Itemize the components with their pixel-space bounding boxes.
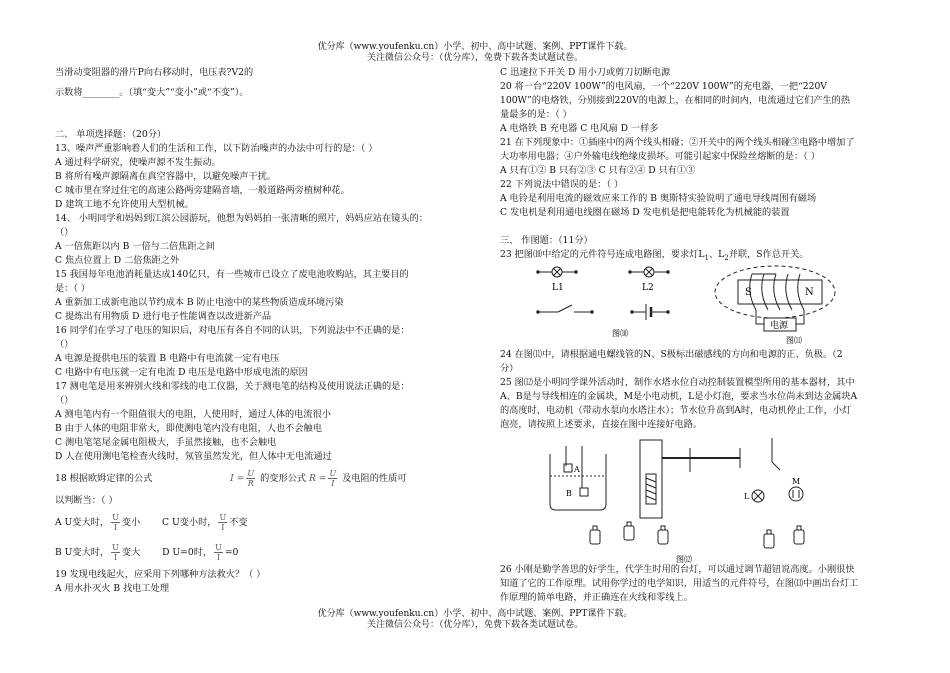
question-13: 13、噪声严重影响着人们的生活和工作，以下防治噪声的办法中可行的是：（ ） [55,143,378,154]
option: A 通过科学研究，使噪声源不发生振动。 [55,157,221,168]
option: A 只有①② B 只有②③ C 只有②④ D 只有①③ [500,165,696,176]
q18-text: 18 根据欧姆定律的公式 [55,473,153,484]
label-b: B [566,489,572,498]
right-column-lower [500,348,900,432]
q23-text: 、L [708,249,725,260]
numerator: U [219,513,227,522]
paren: 以判断当：（ ） [55,495,118,506]
option: C U变小时， [162,517,217,528]
option: C 城市里在穿过住宅的高速公路两旁建隔音墙，一般道路两旁植树种花。 [55,185,350,196]
footer-line-2: 关注微信公众号：（优分库），免费下载各类试题试卷。 [366,620,583,630]
fraction [328,469,337,488]
question-25-cont: 泡亮，请按照上述要求，直接在图中连接好电路。 [500,419,703,430]
option: A 电源是提供电压的装置 B 电路中有电流就一定有电压 [55,353,280,364]
fraction [111,513,120,532]
option: B U变大时， [55,547,110,558]
option: A 电烙铁 B 充电器 C 电风扇 D 一样多 [500,123,659,134]
paren: （） [55,339,74,350]
left-column [55,66,460,596]
text-line: 示数将________。（填“变大”“变小”或“不变”）。 [55,87,249,98]
lamp-l2 [629,267,669,277]
question-15: 15 我国每年电池消耗量达成140亿只，有一些城市已设立了废电池收购站，其主要目的 [55,269,409,280]
battery-cells [590,522,804,548]
pole-n: N [805,287,814,298]
formula-lhs: I = [230,473,245,484]
switch-symbol [537,305,593,313]
right-column-bottom [500,563,900,605]
question-17: 17 测电笔是用来辨别火线和零线的电工仪器，关于测电笔的结构及使用说法正确的是： [55,381,410,392]
fig12-caption: 图⑿ [676,555,692,564]
question-20-cont: 100W”的电烙铁，分别接到220V的电源上，在相同的时间内，电流通过它们产生的热 [500,95,851,106]
question-14: 14、 小明同学和妈妈到江滨公园游玩，他想为妈妈拍一张清晰的照片，妈妈应站在镜头的： [55,213,428,224]
option: A U变大时， [55,517,110,528]
option: B 由于人体的电阻非常大，即使测电笔内没有电阻，人也不会触电 [55,423,322,434]
option: D U=0时， [162,547,213,558]
question-20: 20 将一台“220V 100W”的电风扇，一个“220V 100W”的充电器，一把“220V [500,81,827,92]
subscript: 1 [704,253,709,262]
motor-m [789,487,803,501]
label-a: A [574,465,580,474]
text-line: 当滑动变阻器的滑片P向右移动时，电压表?V2的 [55,67,254,78]
question-18 [55,464,460,494]
numerator: U [112,513,119,522]
metal-block-b [580,488,588,496]
question-26-cont: 知道了它的工作原理。试用你学过的电学知识，用适当的元件符号，在图⒀中画出台灯工 [500,578,859,589]
fraction [214,543,223,562]
metal-block-a [564,464,572,472]
section-heading: 三、 作图题：（11分） [500,235,593,246]
option: A 用水扑灭火 B 找电工处理 [55,583,170,594]
question-26: 26 小刚是勤学善思的好学生，代学生时用的台灯，可以通过调节超钮说高度。小刚很快 [500,564,855,575]
denominator: R [247,479,254,488]
q18-end: 及电阻的性质可 [342,473,407,484]
option: C 测电笔笔尾金属电阻极大，手虽然接触，也不会触电 [55,437,277,448]
lamp-l1 [537,267,577,277]
numerator: U [215,543,222,552]
option: B 将所有噪声源隔离在真空容器中，以避免噪声干扰。 [55,171,276,182]
option: A 重新加工成新电池以节约成本 B 防止电池中的某些物质造成环境污染 [55,297,344,308]
question-25: 25 图⑿是小明同学课外活动时，制作水塔水位自动控制装置模型所用的基本器材，其中 [500,377,855,388]
numerator: U [247,469,255,478]
figure-10-11 [520,262,850,344]
formula-r [308,469,339,488]
header-line-2: 关注微信公众号：（优分库），免费下载各类试题试卷。 [366,53,583,63]
option: C 电路中有电压就一定有电流 D 电压是电路中形成电流的原因 [55,367,308,378]
fig10-caption: 图⑽ [612,329,628,338]
question-22: 22 下列说法中错误的是：（ ） [500,179,624,190]
denominator: I [221,523,225,532]
question-25-cont: 的高度时，电动机（带动水泵向水塔注水）；节水位升高到A时，电动机停止工作，小灯 [500,405,852,416]
option-tail: 不变 [229,517,248,528]
denominator: I [216,553,221,562]
subscript: 2 [724,253,729,262]
paren: 是：（ ） [55,283,91,294]
beaker [550,454,606,510]
fig11-caption: 图⑾ [786,336,802,344]
right-column [500,66,900,262]
numerator: U [329,469,337,478]
water-tower-figure [540,434,840,564]
option: A 一倍焦距以内 B 一倍与二倍焦距之间 [55,241,215,252]
fraction [111,543,120,562]
option-row [55,508,460,538]
figure-12 [540,434,840,564]
option: A 测电笔内有一个阻值很大的电阻，人使用时，通过人体的电流很小 [55,409,331,420]
question-20-cont: 量最多的是：（ ） [500,109,572,120]
denominator: I [331,479,335,488]
label-l2: L2 [642,283,654,293]
question-25-cont: A、B是与导线相连的金属块，M是小电动机，L是小灯泡，要求当水位尚未到达金属块A [500,391,858,402]
question-16: 16 同学们在学习了电压的知识后，对电压有各自不同的认识，下列说法中不正确的是： [55,325,410,336]
battery-symbol [631,304,669,320]
question-23 [500,248,900,262]
question-21-cont: 大功率用电器；④户外输电线绝缘皮损坏。可能引起家中保险丝熔断的是：（ ） [500,151,820,162]
option-tail: 变小 [121,517,141,528]
fraction [246,469,255,488]
option-tail: =0 [224,547,239,558]
formula-lhs: R = [308,473,327,484]
formula-i [230,469,257,488]
question-24: 24 在图⑾中，请根据通电螺线管的N、S极标出磁感线的方向和电源的正、负极。（2 [500,349,843,360]
option-tail: 变大 [121,547,141,558]
pole-s: S [745,287,752,298]
option: D 建筑工地不允许使用大型机械。 [55,199,194,210]
power-label: 电源 [770,321,789,331]
label-l1: L1 [552,283,564,293]
label-m: M [792,477,801,486]
option: C 发电机是利用通电线圈在磁场 D 发电机是把电能转化为机械能的装置 [500,207,790,218]
footer-line-1: 优分库（www.youfenku.cn）小学、初中、高中试题、案例、PPT课件下载。 [317,609,633,619]
option: D 人在使用测电笔检查火线时，氖管虽然发光，但人体中无电流通过 [55,451,332,462]
circuit-figure [520,262,850,344]
paren: （） [55,395,74,406]
q23-text: 23 把图⑽中给定的元件符号连成电路图，要求灯L [500,249,705,260]
numerator: U [112,543,119,552]
question-24-cont: 分） [500,363,519,374]
relay-frame [640,440,662,518]
option: C 迅速拉下开关 D 用小刀或剪刀切断电源 [500,67,671,78]
option: A 电铃是利用电流的磁效应来工作的 B 奥斯特实验说明了通电导线周围有磁场 [500,193,817,204]
q18-mid: 的变形公式 [260,473,307,484]
paren: （） [55,227,74,238]
q23-text: 并联，S作总开关。 [728,249,809,260]
option: C 提炼出有用物质 D 进行电子性能调查以改进新产品 [55,311,272,322]
option-row [55,538,460,568]
contact-lower [772,462,780,470]
denominator: I [113,523,118,532]
denominator: I [113,553,118,562]
question-26-cont: 作原理的简单电路，并正确连在火线和零线上。 [500,592,693,603]
label-l: L [744,492,750,501]
question-19: 19 发现电线起火，应采用下列哪种方法救火？（ ） [55,569,266,580]
question-21: 21 在下列现象中：①插座中的两个线头相碰；②开关中的两个线头相碰③电路中增加了 [500,137,855,148]
section-heading: 二、 单项选择题：（20分） [55,129,167,140]
header-line-1: 优分库（www.youfenku.cn）小学、初中、高中试题、案例、PPT课件下载。 [317,42,633,52]
fraction [218,513,227,532]
option: C 焦点位置上 D 二倍焦距之外 [55,255,180,266]
